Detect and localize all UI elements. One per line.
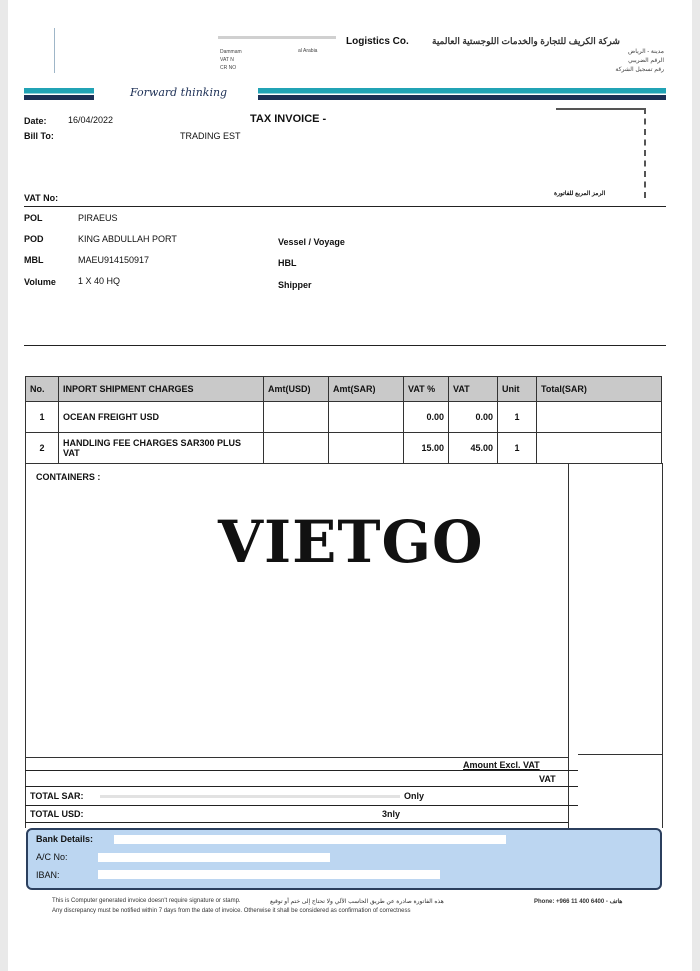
col-charges: INPORT SHIPMENT CHARGES (59, 377, 264, 402)
pol-value: PIRAEUS (78, 213, 118, 223)
divider-mid (24, 345, 666, 346)
shipper-label: Shipper (278, 280, 312, 290)
total-sar-suffix: Only (404, 791, 425, 801)
col-vat: VAT (449, 377, 498, 402)
vat-no-label: VAT No: (24, 193, 59, 203)
company-logo (54, 28, 185, 73)
vat-total-label: VAT (539, 774, 556, 784)
footer-line-1: This is Computer generated invoice doesn't require signature or stamp. (52, 898, 241, 904)
mbl-label: MBL (24, 255, 44, 265)
footer-line-2: Any discrepancy must be notified within 7 days from the date of invoice. Otherwise it shall be considered as confirmation of correctness (52, 908, 411, 914)
table-row: 1 OCEAN FREIGHT USD 0.00 0.00 1 (26, 402, 662, 433)
pod-label: POD (24, 234, 44, 244)
acno-value (98, 853, 330, 862)
hbl-label: HBL (278, 258, 297, 268)
qr-code (556, 108, 646, 198)
invoice-page (8, 0, 692, 971)
containers-label: CONTAINERS : (36, 472, 101, 482)
header-band-right (258, 88, 666, 100)
bill-to-label: Bill To: (24, 131, 54, 141)
footer-arabic: هذه الفاتورة صادرة عن طريق الحاسب الآلي ولا تحتاج إلى ختم أو توقيع (270, 899, 444, 905)
line-total-usd (25, 822, 568, 823)
col-total: Total(SAR) (537, 377, 662, 402)
qr-caption: الرمز المربع للفاتورة (554, 191, 606, 197)
divider-top (24, 206, 666, 207)
bank-details-label: Bank Details: (36, 834, 94, 844)
table-header-row (26, 377, 662, 402)
col-sar: Amt(SAR) (329, 377, 404, 402)
volume-label: Volume (24, 277, 56, 287)
date-label: Date: (24, 116, 47, 126)
bank-details-box (26, 828, 662, 890)
amount-excl-vat-label: Amount Excl. VAT (463, 760, 540, 770)
company-address: Dammam VAT N CR NO (220, 49, 242, 71)
watermark: VIETGO (218, 508, 484, 576)
pod-value: KING ABDULLAH PORT (78, 234, 177, 244)
volume-value: 1 X 40 HQ (78, 276, 121, 286)
charges-table (25, 376, 662, 464)
total-sar-label: TOTAL SAR: (30, 791, 84, 801)
bank-details-value (114, 835, 506, 844)
iban-value (98, 870, 440, 879)
col-vat-pct: VAT % (404, 377, 449, 402)
col-unit: Unit (498, 377, 537, 402)
line-total-sar (25, 805, 661, 806)
total-sar-words (100, 795, 400, 798)
header-band-left (24, 88, 94, 100)
acno-label: A/C No: (36, 852, 68, 862)
mbl-value: MAEU914150917 (78, 255, 150, 265)
line-vat (25, 786, 661, 787)
total-sar-value-box (578, 754, 662, 829)
arabic-company-name: شركة الكريف للتجارة والخدمات اللوجستية العالمية (432, 36, 620, 46)
invoice-title: TAX INVOICE - (250, 113, 327, 125)
bill-to-value: TRADING EST (180, 131, 241, 141)
col-no: No. (26, 377, 59, 402)
col-usd: Amt(USD) (264, 377, 329, 402)
tagline: Forward thinking (130, 86, 228, 99)
company-name: Logistics Co. (346, 36, 409, 47)
iban-label: IBAN: (36, 870, 60, 880)
arabic-address: مدينة - الرياض الرقم الضريبي رقم تسجيل الشركة (615, 49, 664, 73)
company-name-blurred (218, 36, 338, 39)
table-row: 2 HANDLING FEE CHARGES SAR300 PLUS VAT 15.00 45.00 1 (26, 433, 662, 464)
footer-phone: Phone: +966 11 400 6400 - هاتف (534, 899, 623, 905)
line-amount-excl (25, 770, 661, 771)
date-value: 16/04/2022 (68, 115, 114, 125)
total-usd-label: TOTAL USD: (30, 809, 84, 819)
pol-label: POL (24, 213, 43, 223)
total-usd-suffix: 3nly (382, 809, 401, 819)
company-country: al Arabia (298, 48, 318, 54)
vessel-label: Vessel / Voyage (278, 237, 345, 247)
